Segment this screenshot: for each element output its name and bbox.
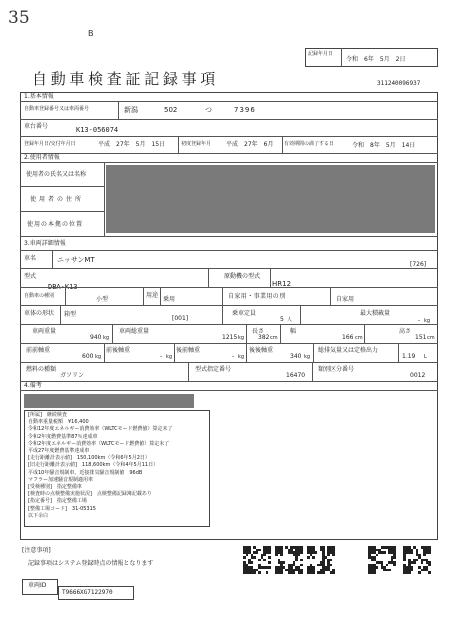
vehicle-kind-label: 自動車の種別 — [24, 293, 55, 299]
first-reg-label: 登録年月日/交付年月日 — [24, 141, 76, 147]
length-value: 382 — [258, 334, 270, 341]
plate-number: 7396 — [234, 106, 256, 114]
front-rear-axle-label: 前後軸重 — [106, 347, 131, 354]
gross-weight-value: 1215 — [222, 334, 238, 341]
redacted-user-info — [106, 165, 435, 233]
use-label: 用途 — [146, 292, 159, 299]
engine-type-value: HR12 — [272, 280, 292, 288]
remarks-line: 令和2年度エネルギー消費効率（WLTCモード燃費値）算定未了 — [28, 440, 170, 447]
remarks-line: [旧走行距離計表示値] 118,600km（令和4年5月11日） — [28, 462, 159, 469]
vehicle-weight-label: 車両重量 — [32, 328, 57, 335]
plate-label: 自動車登録番号又は車両番号 — [24, 106, 90, 112]
width-unit: cm — [355, 335, 363, 341]
first-reg-value: 平成 27年 5月 15日 — [98, 141, 166, 148]
capacity-label: 乗車定員 — [232, 310, 257, 317]
height-unit: cm — [427, 335, 435, 341]
max-load-label: 最大積載量 — [360, 310, 391, 317]
vehicle-name-label: 車名 — [24, 255, 37, 262]
remarks-line: 令和12年度エネルギー消費効率（WLTCモード燃費値）算定未了 — [28, 426, 173, 433]
first-year-label: 初度登録年月 — [181, 141, 212, 147]
section-user-heading: 2.使用者情報 — [24, 154, 60, 161]
redacted-remarks — [24, 394, 194, 408]
gross-weight-label: 車両総重量 — [119, 328, 150, 335]
qr-code-5 — [403, 546, 431, 574]
vehicle-name-value: ニッサンMT — [57, 256, 95, 264]
class-number-value: 0012 — [410, 372, 426, 379]
section-vehicle-heading: 3.車両詳細情報 — [24, 240, 66, 247]
height-value: 151 — [415, 334, 427, 341]
user-address-label: 使用者の住所 — [30, 196, 85, 203]
handwritten-letter-b: B — [88, 29, 94, 38]
type-designation-value: 16470 — [286, 372, 306, 379]
use-value: 乗用 — [163, 296, 176, 303]
engine-type-label: 原動機の型式 — [224, 273, 261, 280]
user-name-label: 使用者の氏名又は名称 — [26, 171, 87, 178]
notice-title: [注意事項] — [22, 547, 51, 554]
vehicle-name-code: [726] — [410, 261, 427, 268]
vehicle-id-label: 車両ID — [28, 582, 47, 589]
record-date-label: 記録年月日 — [308, 51, 334, 57]
plate-class: 502 — [164, 106, 178, 114]
remarks-line: 令和2年度燃費基準87％達成車 — [28, 433, 98, 440]
rear-front-axle-unit: kg — [238, 354, 245, 360]
qr-code-3 — [307, 546, 335, 574]
width-label: 幅 — [290, 328, 297, 335]
handwritten-page-mark: 35 — [8, 8, 30, 28]
remarks-line: 平成10年騒音規制車、近接排気騒音規制値 96dB — [28, 469, 143, 476]
remarks-line: マフラー加速騒音規制適用車 — [28, 476, 94, 483]
body-shape-label: 車体の形状 — [24, 310, 55, 317]
qr-code-2 — [275, 546, 303, 574]
model-value: DBA-K13 — [48, 283, 78, 291]
model-label: 型式 — [24, 273, 37, 280]
displacement-unit: L — [424, 354, 427, 360]
rear-front-axle-value: - — [232, 353, 235, 360]
front-front-axle-unit: kg — [95, 354, 102, 360]
private-business-label: 自家用・事業用の別 — [228, 293, 286, 300]
qr-code-1 — [243, 546, 271, 574]
expiry-value: 令和 8年 5月 14日 — [352, 142, 416, 149]
notice-text: 記録事項はシステム登録時点の情報となります — [28, 560, 154, 567]
front-rear-axle-value: - — [160, 353, 163, 360]
remarks-line: 以下余白 — [28, 512, 49, 519]
remarks-line: [走行距離計表示値] 150,100km（令和6年5月2日） — [28, 455, 150, 462]
front-front-axle-label: 前前軸重 — [26, 347, 51, 354]
serial-number: 311240096937 — [377, 80, 421, 87]
record-date-value: 令和 6年 5月 2日 — [346, 56, 406, 63]
rear-front-axle-label: 後前軸重 — [176, 347, 201, 354]
qr-code-4 — [368, 546, 396, 574]
length-unit: cm — [270, 335, 278, 341]
page-title: 自動車検査証記録事項 — [32, 70, 220, 88]
remarks-line: [受検種別] 指定整備車 — [28, 484, 82, 490]
body-shape-value: 箱型 — [64, 311, 77, 318]
expiry-label: 有効期間の満了する日 — [284, 141, 335, 147]
remarks-line: [所属] 継続検査 — [28, 412, 67, 418]
rear-rear-axle-label: 後後軸重 — [249, 347, 274, 354]
width-value: 166 — [342, 334, 354, 341]
max-load-unit: kg — [424, 318, 431, 324]
max-load-value: - — [418, 317, 421, 324]
length-label: 長さ — [252, 328, 265, 335]
fuel-type-value: ガソリン — [60, 372, 85, 379]
remarks-line: [指定番号] 指定整備工場 — [28, 498, 87, 505]
class-number-label: 類別区分番号 — [318, 366, 355, 373]
front-front-axle-value: 600 — [82, 353, 94, 360]
private-business-value: 自家用 — [336, 296, 355, 303]
body-shape-code: [001] — [172, 315, 189, 322]
displacement-value: 1.19 — [402, 353, 416, 360]
plate-kana: つ — [205, 106, 212, 114]
height-label: 高さ — [399, 328, 412, 335]
remarks-line: [整備工場コード] 31-05315 — [28, 505, 96, 512]
section-remarks-heading: 4.備考 — [24, 382, 42, 389]
remarks-line: 平成27年度燃費基準達成車 — [28, 448, 90, 454]
chassis-value: K13-056074 — [76, 126, 119, 134]
chassis-label: 車台番号 — [24, 123, 49, 130]
remarks-line: 自動車重量税額 ¥16,400 — [28, 419, 89, 426]
capacity-value: 5 — [280, 316, 284, 323]
vehicle-kind-value: 小型 — [96, 296, 109, 303]
section-basic-heading: 1.基本情報 — [24, 93, 54, 100]
user-base-label: 使用の本拠の位置 — [27, 221, 84, 228]
front-rear-axle-unit: kg — [166, 354, 173, 360]
vehicle-weight-value: 940 — [90, 334, 102, 341]
type-designation-label: 型式指定番号 — [195, 366, 232, 373]
displacement-label: 総排気量又は定格出力 — [318, 347, 379, 354]
capacity-unit: 人 — [287, 317, 293, 323]
vehicle-weight-unit: kg — [103, 335, 110, 341]
fuel-type-label: 燃料の種類 — [26, 366, 57, 373]
first-year-value: 平成 27年 6月 — [226, 141, 274, 148]
rear-rear-axle-unit: kg — [304, 354, 311, 360]
vehicle-id-value: T9666XG7122970 — [62, 589, 113, 596]
rear-rear-axle-value: 340 — [290, 353, 302, 360]
gross-weight-unit: kg — [238, 335, 245, 341]
plate-region: 新潟 — [124, 106, 138, 114]
remarks-line: [検査時の点検整備実施状況] 点検整備記録簿記載あり — [28, 491, 152, 498]
